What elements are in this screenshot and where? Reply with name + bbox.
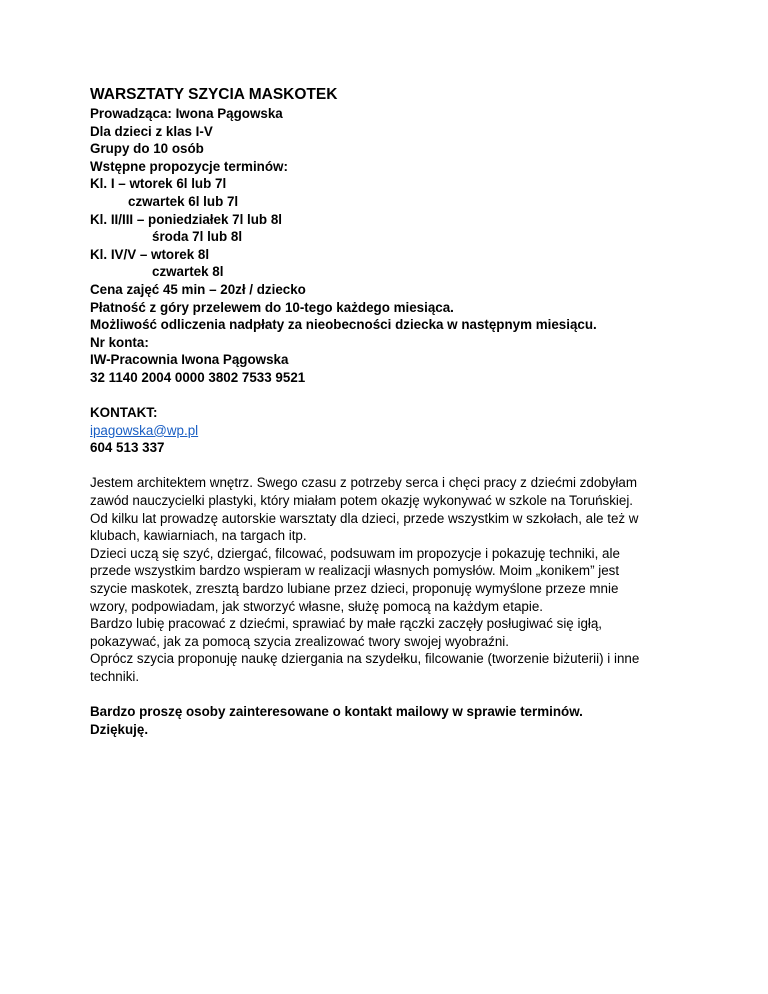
description-line: Jestem architektem wnętrz. Swego czasu z potrzeby serca i chęci pracy z dziećmi zdobyłam (90, 475, 637, 491)
info-block (90, 105, 710, 387)
phone-number: 604 513 337 (90, 440, 165, 456)
age-group-line: Dla dzieci z klas I-V (90, 123, 213, 139)
spacer (90, 457, 710, 475)
schedule-class-4-5-alt: czwartek 8l (152, 264, 224, 280)
instructor-line: Prowadząca: Iwona Pągowska (90, 106, 283, 121)
description-line: Bardzo lubię pracować z dziećmi, sprawiać by małe rączki zaczęły posługiwać się igłą, (90, 616, 603, 632)
description-line: Od kilku lat prowadzę autorskie warsztaty dla dzieci, przede wszystkim w szkołach, ale też w (90, 510, 639, 526)
description-line: szycie maskotek, zresztą bardzo lubiane przez dzieci, proponuję wymyślone przeze mnie (90, 581, 619, 597)
closing-block (90, 703, 710, 738)
description-line: pokazywać, jak za pomocą szycia zrealizować twory swojej wyobraźni. (90, 633, 509, 649)
contact-block (90, 404, 710, 457)
description-line: klubach, kawiarniach, na targach itp. (90, 528, 307, 544)
spacer (90, 387, 710, 405)
description-line: przede wszystkim bardzo wspieram w realizacji własnych pomysłów. Moim „konikem” jest (90, 563, 620, 579)
account-name: IW-Pracownia Iwona Pągowska (90, 352, 289, 368)
document-title: WARSZTATY SZYCIA MASKOTEK (90, 86, 338, 103)
schedule-class-4-5: Kl. IV/V – wtorek 8l (90, 246, 210, 262)
payment-line: Płatność z góry przelewem do 10-tego każdego miesiąca. (90, 299, 454, 315)
description-block (90, 474, 710, 685)
spacer (90, 686, 710, 704)
account-heading: Nr konta: (90, 334, 149, 350)
schedule-class-2-3-alt: środa 7l lub 8l (152, 229, 243, 245)
schedule-class-2-3: Kl. II/III – poniedziałek 7l lub 8l (90, 211, 282, 227)
price-line: Cena zajęć 45 min – 20zł / dziecko (90, 281, 306, 297)
description-line: wzory, podpowiadam, jak stworzyć własne, służę pomocą na każdym etapie. (90, 598, 544, 614)
account-number: 32 1140 2004 0000 3802 7533 9521 (90, 369, 306, 385)
description-line: techniki. (90, 669, 140, 684)
document-page (90, 84, 710, 738)
schedule-class-1: Kl. I – wtorek 6l lub 7l (90, 176, 227, 192)
contact-heading: KONTAKT: (90, 405, 158, 421)
schedule-heading: Wstępne propozycje terminów: (90, 158, 288, 174)
closing-thanks: Dziękuję. (90, 721, 149, 737)
refund-line: Możliwość odliczenia nadpłaty za nieobecności dziecka w następnym miesiącu. (90, 317, 597, 333)
description-line: Dzieci uczą się szyć, dziergać, filcować, podsuwam im propozycje i pokazuję techniki, ale (90, 545, 620, 561)
description-line: zawód nauczycielki plastyki, który miałam potem okazję wykonywać w szkole na Toruńskiej. (90, 493, 634, 509)
group-size-line: Grupy do 10 osób (90, 141, 204, 157)
schedule-class-1-alt: czwartek 6l lub 7l (128, 193, 239, 209)
closing-request: Bardzo proszę osoby zainteresowane o kontakt mailowy w sprawie terminów. (90, 704, 583, 720)
description-line: Oprócz szycia proponuję naukę dziergania na szydełku, filcowanie (tworzenie biżuterii) i inne (90, 651, 640, 667)
email-link[interactable]: ipagowska@wp.pl (90, 422, 199, 438)
